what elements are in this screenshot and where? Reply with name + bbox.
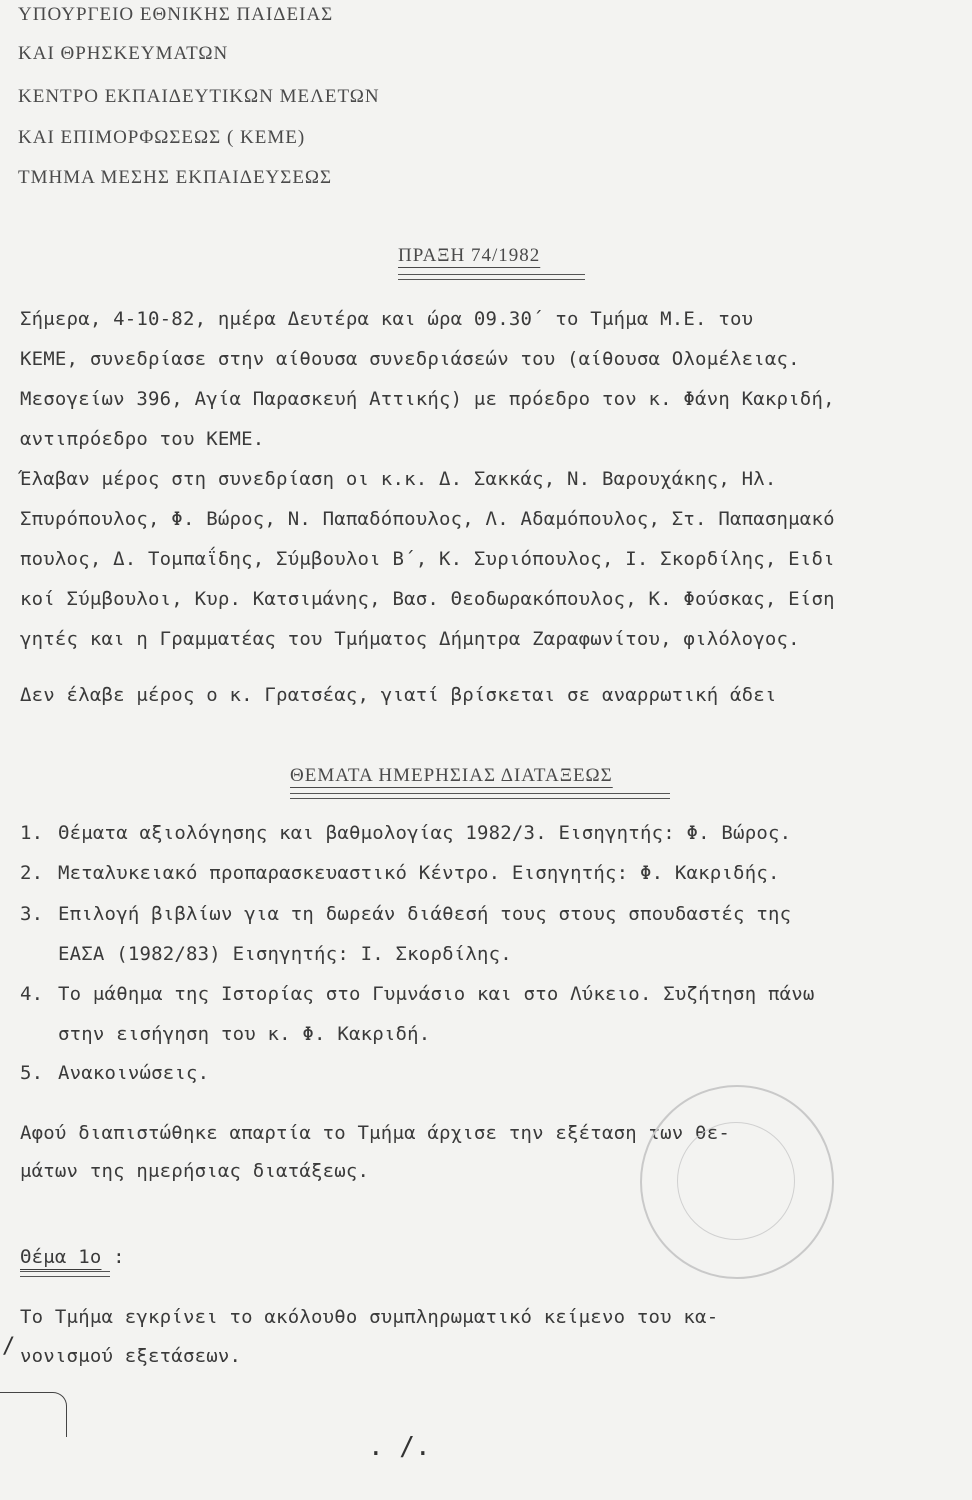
agenda-text-4a: Το μάθημα της Ιστορίας στο Γυμνάσιο και στο Λύκειο. Συζήτηση πάνω xyxy=(58,983,815,1005)
intro-line-2: ΚΕΜΕ, συνεδρίασε στην αίθουσα συνεδριάσεών του (αίθουσα Ολομέλειας. xyxy=(20,348,800,370)
quorum-line-1: Αφού διαπιστώθηκε απαρτία το Τμήμα άρχισε την εξέταση των θε- xyxy=(20,1122,730,1144)
members-line-5: γητές και η Γραμματέας του Τμήματος Δήμητρα Ζαραφωνίτου, φιλόλογος. xyxy=(20,628,800,650)
agenda-item-2 xyxy=(20,862,780,884)
quorum-line-2: μάτων της ημερήσιας διατάξεως. xyxy=(20,1160,370,1182)
header-ministry: ΥΠΟΥΡΓΕΙΟ ΕΘΝΙΚΗΣ ΠΑΙΔΕΙΑΣ xyxy=(18,4,334,25)
agenda-title: ΘΕΜΑΤΑ ΗΜΕΡΗΣΙΑΣ ΔΙΑΤΑΞΕΩΣ xyxy=(290,765,613,786)
header-center: ΚΕΝΤΡΟ ΕΚΠΑΙΔΕΥΤΙΚΩΝ ΜΕΛΕΤΩΝ xyxy=(18,86,380,107)
topic-1-heading: Θέμα 1ο xyxy=(20,1246,102,1268)
agenda-text-1: Θέματα αξιολόγησης και βαθμολογίας 1982/3. Εισηγητής: Φ. Βώρος. xyxy=(58,822,792,844)
members-line-2: Σπυρόπουλος, Φ. Βώρος, Ν. Παπαδόπουλος, Λ. Αδαμόπουλος, Στ. Παπασημακό xyxy=(20,508,835,530)
bleed-through-text xyxy=(560,100,860,220)
agenda-text-5: Ανακοινώσεις. xyxy=(58,1062,210,1084)
agenda-number-3: 3. xyxy=(20,903,44,925)
topic-1-double-underline xyxy=(20,1271,110,1277)
topic-1-colon: : xyxy=(113,1246,125,1268)
margin-bracket xyxy=(0,1392,67,1437)
continuation-mark: . /. xyxy=(368,1432,431,1462)
agenda-item-5 xyxy=(20,1062,209,1084)
intro-line-3: Μεσογείων 396, Αγία Παρασκευή Αττικής) με πρόεδρο τον κ. Φάνη Κακριδή, xyxy=(20,388,835,410)
title-double-underline xyxy=(398,274,585,280)
header-center-2: ΚΑΙ ΕΠΙΜΟΡΦΩΣΕΩΣ ( ΚΕΜΕ) xyxy=(18,127,306,148)
members-line-3: πουλος, Δ. Τομπαΐδης, Σύμβουλοι Β΄, Κ. Συριόπουλος, Ι. Σκορδίλης, Ειδι xyxy=(20,548,835,570)
agenda-text-3b: ΕΑΣΑ (1982/83) Εισηγητής: Ι. Σκορδίλης. xyxy=(58,943,512,965)
stamp-inner-ring xyxy=(677,1122,795,1240)
members-line-4: κοί Σύμβουλοι, Κυρ. Κατσιμάνης, Βασ. Θεοδωρακόπουλος, Κ. Φούσκας, Είση xyxy=(20,588,835,610)
official-stamp xyxy=(640,1085,834,1279)
intro-line-1: Σήμερα, 4-10-82, ημέρα Δευτέρα και ώρα 09.30΄ το Τμήμα Μ.Ε. του xyxy=(20,308,754,330)
document-title: ΠΡΑΞΗ 74/1982 xyxy=(398,245,541,266)
topic-1-heading-row xyxy=(20,1246,125,1268)
agenda-number-5: 5. xyxy=(20,1062,44,1084)
topic-1-text-line-2: νονισμού εξετάσεων. xyxy=(20,1345,242,1367)
members-line-1: Έλαβαν μέρος στη συνεδρίαση οι κ.κ. Δ. Σακκάς, Ν. Βαρουχάκης, Ηλ. xyxy=(20,468,777,490)
header-ministry-2: ΚΑΙ ΘΡΗΣΚΕΥΜΑΤΩΝ xyxy=(18,43,229,64)
agenda-item-4 xyxy=(20,983,815,1005)
agenda-text-4b: στην εισήγηση του κ. Φ. Κακριδή. xyxy=(58,1023,431,1045)
agenda-number-1: 1. xyxy=(20,822,44,844)
agenda-item-1 xyxy=(20,822,791,844)
agenda-number-2: 2. xyxy=(20,862,44,884)
agenda-text-3a: Επιλογή βιβλίων για τη δωρεάν διάθεσή τους στους σπουδαστές της xyxy=(58,903,792,925)
topic-1-text-line-1: Το Τμήμα εγκρίνει το ακόλουθο συμπληρωματικό κείμενο του κα- xyxy=(20,1306,719,1328)
absent-line: Δεν έλαβε μέρος ο κ. Γρατσέας, γιατί βρίσκεται σε αναρρωτική άδει xyxy=(20,684,777,706)
agenda-number-4: 4. xyxy=(20,983,44,1005)
agenda-item-3 xyxy=(20,903,791,925)
agenda-text-2: Μεταλυκειακό προπαρασκευαστικό Κέντρο. Εισηγητής: Φ. Κακριδής. xyxy=(58,862,780,884)
margin-slash-mark: / xyxy=(2,1334,16,1359)
agenda-title-double-underline xyxy=(290,793,670,799)
intro-line-4: αντιπρόεδρο του ΚΕΜΕ. xyxy=(20,428,265,450)
header-department: ΤΜΗΜΑ ΜΕΣΗΣ ΕΚΠΑΙΔΕΥΣΕΩΣ xyxy=(18,167,333,188)
